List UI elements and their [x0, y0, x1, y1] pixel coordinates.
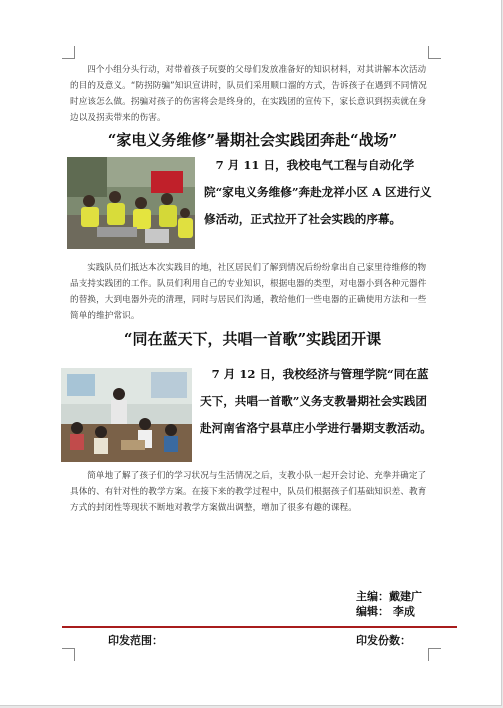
- chief-editor-credit: 主编：戴建广: [356, 590, 422, 603]
- footer-divider: [62, 626, 457, 628]
- distribution-scope-label: 印发范围：: [108, 634, 163, 647]
- section2-lead: 7 月 12 日，我校经济与管理学院“同在蓝天下，共唱一首歌”义务支教暑期社会实践团赴河南省洛宁县草庄小学进行暑期支教活动。: [200, 367, 432, 435]
- editor-credit: 编辑： 李成: [356, 605, 415, 618]
- margin-corner-mark: [428, 46, 441, 59]
- section2-heading: “同在蓝天下，共唱一首歌”实践团开课: [123, 330, 382, 348]
- section1-heading: “家电义务维修”暑期社会实践团奔赴“战场”: [107, 131, 398, 149]
- photo-appliance-repair: [67, 157, 195, 249]
- section1-lead: 7 月 11 日，我校电气工程与自动化学院“家电义务维修”奔赴龙祥小区 A 区进行义修活动，正式拉开了社会实践的序幕。: [204, 158, 432, 226]
- copies-count-label: 印发份数：: [356, 634, 411, 647]
- section1-body: 实践队员们抵达本次实践目的地，社区居民们了解到情况后纷纷拿出自己家里待维修的物品支持实践团的工作。队员们利用自己的专业知识，根据电器的类型，对电器小到各种元器件的替换，大到电器外壳的清理，同时与居民们沟通，教给他们一些电器的正确使用方法和一些简单的维护常识。: [70, 263, 427, 321]
- section2-body: 简单地了解了孩子们的学习状况与生活情况之后，支教小队一起开会讨论、充拳并确定了具体的、有针对性的教学方案。在接下来的教学过程中，队员们根据孩子们基础知识差、教育方式的封闭性等现状不断地对教学方案做出调整，增加了很多有趣的课程。: [70, 471, 427, 513]
- margin-corner-mark: [62, 46, 75, 59]
- photo-classroom: [61, 368, 192, 462]
- intro-paragraph: 四个小组分头行动，对带着孩子玩耍的父母们发放准备好的知识材料，对其讲解本次活动的目的及意义。“防拐防骗”知识宣讲时，队员们采用顺口溜的方式，告诉孩子在遇到不同情况时应该怎么做。拐骗对孩子的伤害将会是终身的，在实践团的宣传下，家长意识到拐卖就在身边以及拐卖带来的伤害。: [70, 65, 427, 123]
- margin-corner-mark: [62, 648, 75, 661]
- margin-corner-mark: [428, 648, 441, 661]
